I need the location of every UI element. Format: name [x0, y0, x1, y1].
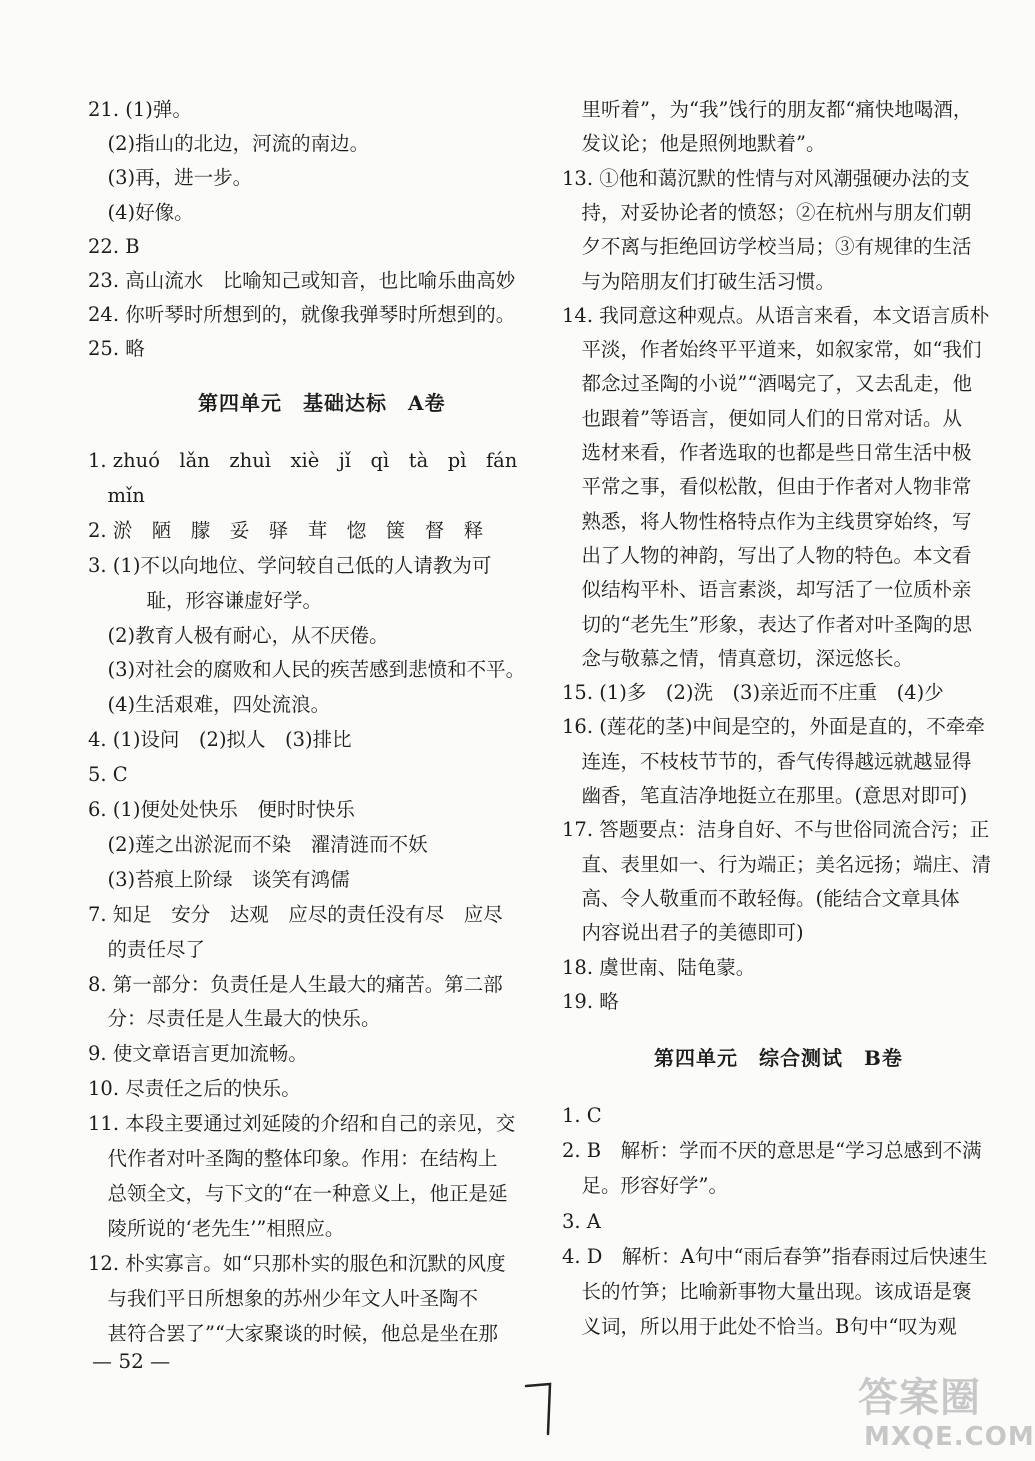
section-heading: 第四单元 综合测试 B卷 [654, 1046, 903, 1070]
text-line: mǐn [88, 483, 145, 507]
text-line: 连连，不枝枝节节的，香气传得越远就越显得 [562, 749, 972, 773]
text-line: 总领全文，与下文的“在一种意义上，他正是延 [88, 1181, 508, 1205]
text-line: 义词，所以用于此处不恰当。B句中“叹为观 [562, 1315, 957, 1339]
text-line: (4)生活艰难，四处流浪。 [88, 693, 331, 717]
text-line: 1. zhuó lǎn zhuì xiè jǐ qì tà pì fán [88, 449, 518, 472]
text-line: 似结构平朴、语言素淡，却写活了一位质朴亲 [562, 578, 972, 602]
text-line: 25. 略 [88, 337, 145, 361]
text-line: 熟悉，将人物性格特点作为主线贯穿始终，写 [562, 509, 972, 533]
page-number: — 52 — [92, 1349, 171, 1373]
text-line: 4. (1)设问 (2)拟人 (3)排比 [88, 728, 352, 752]
watermark-text-top: 答案圈 [858, 1375, 981, 1421]
text-line: 长的竹笋；比喻新事物大量出现。该成语是褒 [562, 1280, 972, 1303]
text-line: 9. 使文章语言更加流畅。 [88, 1042, 308, 1066]
text-line: 24. 你听琴时所想到的，就像我弹琴时所想到的。 [88, 303, 516, 327]
text-line: 2. 淤 陋 朦 妥 驿 茸 惚 箧 督 释 [88, 518, 484, 542]
text-line: 8. 第一部分：负责任是人生最大的痛苦。第二部 [88, 972, 503, 996]
text-line: 发议论；他是照例地默着”。 [562, 132, 826, 156]
text-line: 出了人物的神韵，写出了人物的特色。本文看 [562, 543, 972, 567]
watermark-text-bottom: MXQE.COM [864, 1422, 1035, 1452]
text-line: (3)苔痕上阶绿 谈笑有鸿儒 [88, 867, 350, 891]
text-line: 14. 我同意这种观点。从语言来看，本文语言质朴 [562, 303, 990, 327]
text-line: 内容说出君子的美德即可) [562, 921, 804, 945]
watermark-logo [858, 1366, 1035, 1458]
text-line: (4)好像。 [88, 200, 194, 224]
text-line: 23. 高山流水 比喻知己或知音，也比喻乐曲高妙 [88, 269, 516, 292]
text-line: 耻，形容谦虚好学。 [88, 588, 323, 612]
text-line: 19. 略 [562, 989, 619, 1013]
text-line: 足。形容好学”。 [562, 1174, 728, 1198]
text-line: 4. D 解析：A句中“雨后春笋”指春雨过后快速生 [562, 1244, 988, 1268]
text-line: 代作者对叶圣陶的整体印象。作用：在结构上 [88, 1147, 498, 1170]
text-line: 1. C [562, 1104, 602, 1127]
text-line: 选材来看，作者选取的也都是些日常生活中极 [562, 441, 972, 464]
text-line: 6. (1)便处处快乐 便时时快乐 [88, 798, 355, 821]
text-line: 2. B 解析：学而不厌的意思是“学习总感到不满 [562, 1139, 982, 1163]
text-line: (2)指山的北边，河流的南边。 [88, 132, 370, 156]
text-line: 13. ①他和蔼沉默的性情与对风潮强硬办法的支 [562, 166, 970, 190]
text-line: 3. A [562, 1209, 601, 1233]
text-line: 夕不离与拒绝回访学校当局；③有规律的生活 [562, 235, 972, 259]
text-line: 分：尽责任是人生最大的快乐。 [88, 1007, 381, 1031]
text-line: 的责任尽了 [88, 937, 206, 961]
text-line: 10. 尽责任之后的快乐。 [88, 1077, 301, 1101]
text-line: 21. (1)弹。 [88, 98, 192, 121]
text-line: 22. B [88, 234, 140, 258]
text-line: 甚符合罢了”“大家聚谈的时候，他总是坐在那 [88, 1321, 498, 1345]
text-line: 5. C [88, 763, 128, 787]
text-line: 15. (1)多 (2)洗 (3)亲近而不庄重 (4)少 [562, 681, 944, 705]
text-line: 直、表里如一、行为端正；美名远扬；端庄、清 [562, 852, 992, 876]
text-line: 3. (1)不以向地位、学问较自己低的人请教为可 [88, 553, 492, 577]
text-line: 陵所说的‘老先生’”相照应。 [88, 1216, 345, 1240]
text-line: 也跟着”等语言，便如同人们的日常对话。从 [562, 406, 962, 430]
text-line: (3)再，进一步。 [88, 166, 253, 190]
text-line: 里听着”，为“我”饯行的朋友都“痛快地喝酒， [562, 98, 973, 121]
text-line: 与为陪朋友们打破生活习惯。 [562, 269, 836, 293]
text-line: 7. 知足 安分 达观 应尽的责任没有尽 应尽 [88, 902, 503, 926]
text-line: 切的“老先生”形象，表达了作者对叶圣陶的思 [562, 612, 972, 636]
text-line: 与我们平日所想象的苏州少年文人叶圣陶不 [88, 1286, 479, 1310]
text-line: 11. 本段主要通过刘延陵的介绍和自己的亲见，交 [88, 1112, 516, 1136]
section-heading: 第四单元 基础达标 A卷 [198, 391, 446, 415]
text-line: 平常之事，看似松散，但由于作者对人物非常 [562, 475, 972, 499]
text-line: 18. 虞世南、陆龟蒙。 [562, 955, 756, 979]
text-line: 幽香，笔直洁净地挺立在那里。(意思对即可) [562, 784, 968, 807]
text-line: (2)教育人极有耐心，从不厌倦。 [88, 623, 389, 647]
text-line: 12. 朴实寡言。如“只那朴实的服色和沉默的风度 [88, 1251, 506, 1275]
text-line: 16. (莲花的茎)中间是空的，外面是直的，不牵牵 [562, 715, 985, 739]
handwritten-mark [520, 1380, 560, 1440]
text-line: 念与敬慕之情，情真意切，深远悠长。 [562, 646, 914, 670]
text-line: 17. 答题要点：洁身自好、不与世俗同流合污；正 [562, 818, 990, 842]
text-line: 高、令人敬重而不敢轻侮。(能结合文章具体 [562, 886, 960, 910]
text-line: 持，对妥协论者的愤怒；②在杭州与朋友们朝 [562, 200, 972, 224]
text-line: 平淡，作者始终平平道来，如叙家常，如“我们 [562, 338, 982, 362]
text-line: (2)莲之出淤泥而不染 濯清涟而不妖 [88, 832, 428, 856]
text-line: (3)对社会的腐败和人民的疾苦感到悲愤和不平。 [88, 658, 526, 682]
text-line: 都念过圣陶的小说”“酒喝完了，又去乱走，他 [562, 372, 972, 396]
